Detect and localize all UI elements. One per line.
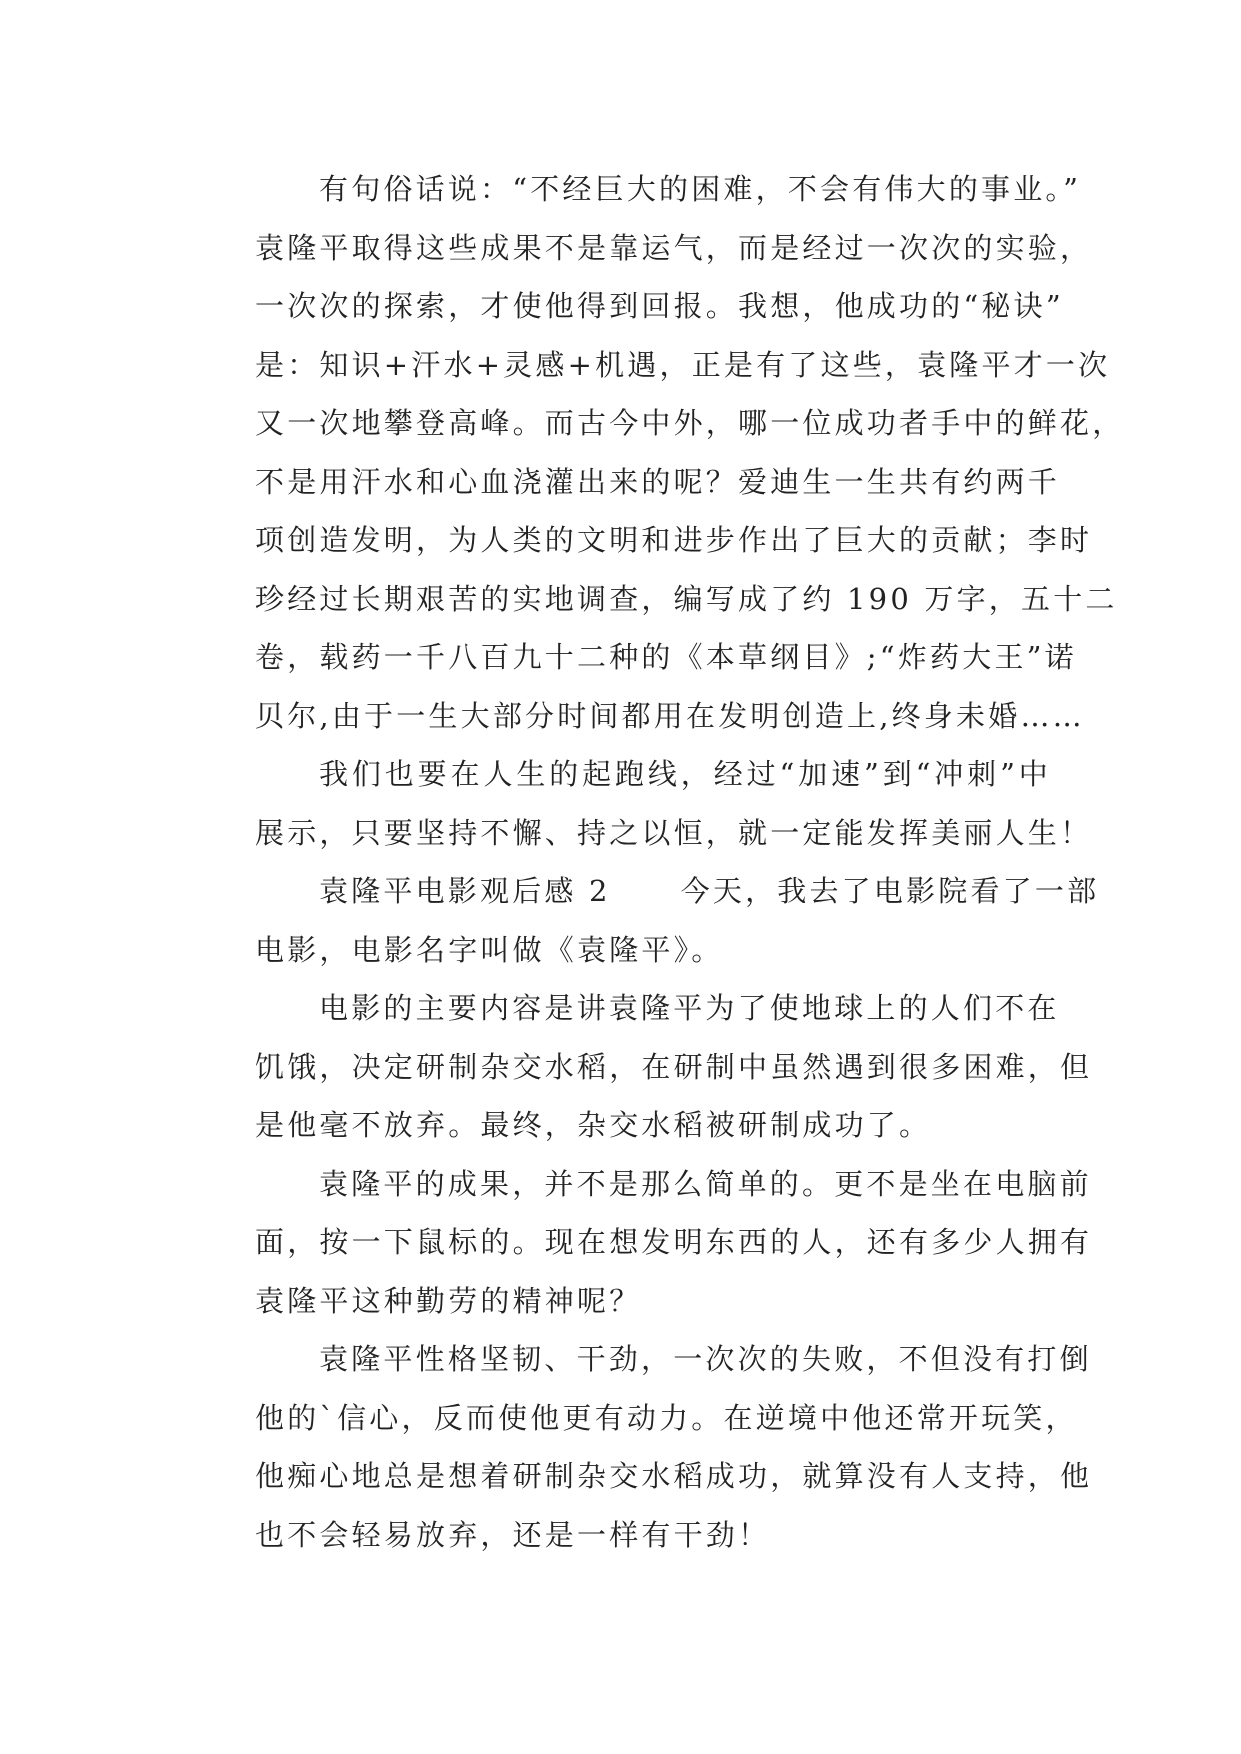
text-line: 卷，载药一千八百九十二种的《本草纲目》;“炸药大王”诺: [255, 640, 1077, 674]
text-line: 又一次地攀登高峰。而古今中外，哪一位成功者手中的鲜花，: [255, 406, 1125, 440]
document-body: [191, 160, 1125, 1564]
text-line: 贝尔,由于一生大部分时间都用在发明创造上,终身未婚……: [255, 698, 1085, 733]
text-line: 电影的主要内容是讲袁隆平为了使地球上的人们不在: [319, 991, 1060, 1025]
paragraph-essay-2-intro: [191, 862, 1100, 979]
text-line: 也不会轻易放弃，还是一样有干劲！: [255, 1517, 771, 1552]
text-line: [191, 862, 1100, 921]
text-line-body: 今天，我去了电影院看了一部: [680, 874, 1100, 908]
text-line: 是他毫不放弃。最终，杂交水稻被研制成功了。: [255, 1108, 932, 1142]
text-line: 面，按一下鼠标的。现在想发明东西的人，还有多少人拥有: [255, 1225, 1093, 1259]
text-line: 电影，电影名字叫做《袁隆平》。: [255, 932, 724, 967]
text-line: 袁隆平取得这些成果不是靠运气，而是经过一次次的实验，: [255, 230, 1093, 265]
text-line: 珍经过长期艰苦的实地调查，编写成了约 190 万字，五十二: [255, 581, 1118, 616]
paragraph-character: [191, 1330, 1093, 1564]
text-line: 展示，只要坚持不懈、持之以恒，就一定能发挥美丽人生！: [255, 815, 1093, 850]
text-line: 袁隆平的成果，并不是那么简单的。更不是坐在电脑前: [319, 1166, 1092, 1201]
essay-heading: 袁隆平电影观后感 2: [319, 874, 611, 908]
text-line: 我们也要在人生的起跑线，经过“加速”到“冲刺”中: [319, 757, 1051, 791]
paragraph-success-secret: [191, 160, 1125, 745]
text-line: 袁隆平性格坚韧、干劲，一次次的失败，不但没有打倒: [319, 1342, 1092, 1376]
text-line: 他痴心地总是想着研制杂交水稻成功，就算没有人支持，他: [255, 1459, 1093, 1493]
text-line: 一次次的探索，才使他得到回报。我想，他成功的“秘诀”: [255, 289, 1064, 323]
text-line: 饥饿，决定研制杂交水稻，在研制中虽然遇到很多困难，但: [255, 1049, 1093, 1084]
text-line: 有句俗话说：“不经巨大的困难，不会有伟大的事业。”: [319, 172, 1082, 206]
text-line: 是：知识+汗水+灵感+机遇，正是有了这些，袁隆平才一次: [255, 347, 1111, 382]
text-line: 他的`信心，反而使他更有动力。在逆境中他还常开玩笑，: [255, 1400, 1078, 1435]
paragraph-starting-line: [191, 745, 1093, 862]
paragraph-achievement: [191, 1155, 1093, 1331]
paragraph-movie-content: [191, 979, 1093, 1155]
text-line: 袁隆平这种勤劳的精神呢？: [255, 1283, 642, 1318]
text-line: 项创造发明，为人类的文明和进步作出了巨大的贡献；李时: [255, 523, 1093, 557]
text-line: 不是用汗水和心血浇灌出来的呢？爱迪生一生共有约两千: [255, 464, 1061, 499]
